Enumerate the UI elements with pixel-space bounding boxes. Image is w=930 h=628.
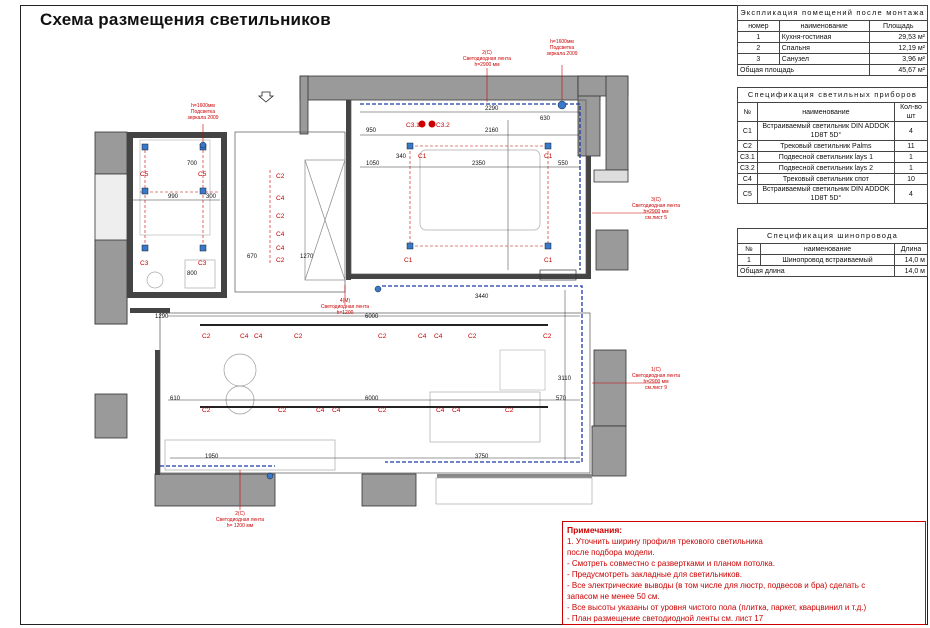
svg-text:C2: C2 xyxy=(276,213,285,220)
svg-text:800: 800 xyxy=(187,271,198,277)
rooms-table-header: Экспликация помещений после монтажа xyxy=(738,6,928,21)
cell: 1 xyxy=(895,152,928,163)
col-header: Кол-во шт xyxy=(895,103,928,122)
rooms-table xyxy=(737,5,928,76)
svg-text:C3.1: C3.1 xyxy=(406,122,420,129)
note-line: 1. Уточнить ширину профиля трекового светильника xyxy=(567,537,763,546)
cell: Спальня xyxy=(779,43,869,54)
led-label-living xyxy=(632,367,680,391)
cell: Трековый светильник спот xyxy=(757,174,894,185)
svg-text:C4: C4 xyxy=(436,407,445,414)
led-label-bedroom xyxy=(632,197,680,221)
svg-text:C2: C2 xyxy=(505,407,514,414)
svg-text:зеркала 2009: зеркала 2009 xyxy=(187,115,219,121)
svg-text:C3: C3 xyxy=(198,260,207,267)
table-row xyxy=(738,174,928,185)
cell: 12,19 м² xyxy=(869,43,927,54)
note-line: - Смотреть совместно с развертками и планом потолка. xyxy=(567,559,775,568)
svg-text:6000: 6000 xyxy=(365,314,379,320)
cell: 4 xyxy=(895,122,928,141)
note-line: - План размещение светодиодной ленты см. лист 17 xyxy=(567,614,764,623)
svg-text:1270: 1270 xyxy=(300,254,314,260)
svg-text:C5: C5 xyxy=(198,171,207,178)
svg-text:h= 1200 мм: h= 1200 мм xyxy=(226,523,254,529)
mirror-label-right xyxy=(546,39,577,57)
cell: С4 xyxy=(738,174,758,185)
svg-text:C2: C2 xyxy=(202,333,211,340)
svg-text:700: 700 xyxy=(187,161,198,167)
svg-text:4(М): 4(М) xyxy=(339,298,351,304)
svg-text:C4: C4 xyxy=(452,407,461,414)
svg-text:C1: C1 xyxy=(544,153,553,160)
led-label-top xyxy=(463,50,511,68)
col-header: Длина xyxy=(895,244,928,255)
table-row xyxy=(738,255,928,266)
cell: Встраиваемый светильник DIN ADDOK 1D8T 5D° xyxy=(757,122,894,141)
cell: Санузел xyxy=(779,54,869,65)
cell: 10 xyxy=(895,174,928,185)
svg-text:зеркала 2009: зеркала 2009 xyxy=(546,51,578,57)
cell: 4 xyxy=(895,185,928,204)
svg-text:2350: 2350 xyxy=(472,161,486,167)
table-total-row xyxy=(738,65,928,76)
total-label: Общая площадь xyxy=(738,65,870,76)
cell: 29,53 м² xyxy=(869,32,927,43)
svg-text:C2: C2 xyxy=(278,407,287,414)
notes-box xyxy=(562,521,926,625)
svg-text:C3.2: C3.2 xyxy=(436,122,450,129)
svg-text:340: 340 xyxy=(396,154,407,160)
table-row xyxy=(738,152,928,163)
col-header: наименование xyxy=(761,244,895,255)
svg-text:6000: 6000 xyxy=(365,396,379,402)
cell: С2 xyxy=(738,141,758,152)
svg-text:1290: 1290 xyxy=(155,314,169,320)
svg-text:2160: 2160 xyxy=(485,128,499,134)
svg-text:C2: C2 xyxy=(543,333,552,340)
col-header: № xyxy=(738,244,761,255)
svg-text:C1: C1 xyxy=(418,153,427,160)
page-title: Схема размещения светильников xyxy=(40,10,331,29)
col-header: наименование xyxy=(757,103,894,122)
svg-text:Подсветка: Подсветка xyxy=(190,109,216,115)
svg-text:3440: 3440 xyxy=(475,294,489,300)
cell: С1 xyxy=(738,122,758,141)
exterior-walls xyxy=(95,76,628,506)
cell: Шинопровод встраиваемый xyxy=(761,255,895,266)
mirror-label-left xyxy=(187,103,218,121)
notes-title: Примечания: xyxy=(567,525,623,535)
svg-text:C2: C2 xyxy=(276,257,285,264)
svg-text:C5: C5 xyxy=(140,171,149,178)
svg-text:C2: C2 xyxy=(294,333,303,340)
svg-text:670: 670 xyxy=(247,254,258,260)
svg-text:C4: C4 xyxy=(254,333,263,340)
svg-text:2(С): 2(С) xyxy=(482,50,492,56)
svg-text:Светодиодная лента: Светодиодная лента xyxy=(631,203,681,209)
cell: С3.2 xyxy=(738,163,758,174)
cell: 3 xyxy=(738,54,780,65)
svg-text:Подсветка: Подсветка xyxy=(549,45,575,51)
total-label: Общая длина xyxy=(738,266,895,277)
note-line: - Предусмотреть закладные для светильников. xyxy=(567,570,742,579)
svg-text:550: 550 xyxy=(558,161,569,167)
svg-text:Светодиодная лента: Светодиодная лента xyxy=(462,56,512,62)
svg-text:h=1200: h=1200 xyxy=(336,310,354,316)
table-row xyxy=(738,122,928,141)
svg-text:h=1600мм: h=1600мм xyxy=(191,103,215,109)
table-row xyxy=(738,141,928,152)
svg-text:C4: C4 xyxy=(434,333,443,340)
svg-text:C2: C2 xyxy=(276,173,285,180)
svg-text:3110: 3110 xyxy=(558,376,571,382)
svg-text:1(С): 1(С) xyxy=(651,367,661,373)
svg-text:C4: C4 xyxy=(276,245,285,252)
svg-text:2(С): 2(С) xyxy=(235,511,245,517)
svg-text:C2: C2 xyxy=(378,333,387,340)
cell: Трековый светильник Palms xyxy=(757,141,894,152)
svg-text:h=1600мм: h=1600мм xyxy=(550,39,574,45)
svg-text:h=2900 мм: h=2900 мм xyxy=(643,209,669,215)
col-header: номер xyxy=(738,21,780,32)
lights-table-header: Спецификация светильных приборов xyxy=(738,88,928,103)
svg-text:C2: C2 xyxy=(378,407,387,414)
svg-text:C4: C4 xyxy=(418,333,427,340)
lights-table xyxy=(737,87,928,204)
svg-text:630: 630 xyxy=(540,116,551,122)
cell: Подвесной светильник lays 2 xyxy=(757,163,894,174)
svg-text:C3: C3 xyxy=(140,260,149,267)
svg-text:h=2900 мм: h=2900 мм xyxy=(474,62,500,68)
cell: С5 xyxy=(738,185,758,204)
cell: 1 xyxy=(738,32,780,43)
cell: 3,96 м² xyxy=(869,54,927,65)
svg-text:C4: C4 xyxy=(240,333,249,340)
svg-text:C4: C4 xyxy=(276,195,285,202)
svg-text:Светодиодная лента: Светодиодная лента xyxy=(320,304,370,310)
svg-text:h=2900 мм: h=2900 мм xyxy=(643,379,669,385)
svg-text:C4: C4 xyxy=(332,407,341,414)
svg-text:Светодиодная лента: Светодиодная лента xyxy=(215,517,265,523)
cell: 11 xyxy=(895,141,928,152)
table-row xyxy=(738,43,928,54)
note-line: запасом не менее 50 см. xyxy=(567,592,660,601)
track-table-header: Спецификация шинопровода xyxy=(738,229,928,244)
note-line: после подбора модели. xyxy=(567,548,655,557)
note-line: - Все высоты указаны от уровня чистого пола (плитка, паркет, кварцвинил и т.д.) xyxy=(567,603,867,612)
svg-text:300: 300 xyxy=(206,194,217,200)
svg-text:610: 610 xyxy=(170,396,181,402)
cell: 14,0 м xyxy=(895,255,928,266)
svg-text:C1: C1 xyxy=(404,257,413,264)
svg-text:C2: C2 xyxy=(202,407,211,414)
svg-text:C2: C2 xyxy=(468,333,477,340)
svg-text:990: 990 xyxy=(168,194,179,200)
table-total-row xyxy=(738,266,928,277)
svg-text:см.лист 9: см.лист 9 xyxy=(645,385,667,391)
svg-text:C4: C4 xyxy=(276,231,285,238)
total-value: 14,0 м xyxy=(895,266,928,277)
track-table xyxy=(737,228,928,277)
fixture-markers xyxy=(142,101,566,479)
svg-text:Светодиодная лента: Светодиодная лента xyxy=(631,373,681,379)
svg-text:2290: 2290 xyxy=(485,106,499,112)
led-label-kitchen xyxy=(216,511,264,529)
svg-text:3750: 3750 xyxy=(475,454,489,460)
cell: Кухня-гостиная xyxy=(779,32,869,43)
table-row xyxy=(738,185,928,204)
svg-text:3(С): 3(С) xyxy=(651,197,661,203)
col-header: № xyxy=(738,103,758,122)
cell: 1 xyxy=(738,255,761,266)
interior-walls xyxy=(127,100,592,478)
svg-text:C1: C1 xyxy=(544,257,553,264)
svg-text:см.лист 5: см.лист 5 xyxy=(645,215,667,221)
cell: С3.1 xyxy=(738,152,758,163)
arrow-down-icon xyxy=(259,92,273,102)
cell: 1 xyxy=(895,163,928,174)
table-row xyxy=(738,32,928,43)
svg-text:1050: 1050 xyxy=(366,161,380,167)
track-lines xyxy=(200,325,548,407)
cell: Подвесной светильник lays 1 xyxy=(757,152,894,163)
cell: Встраиваемый светильник DIN ADDOK 1D8T 5D° xyxy=(757,185,894,204)
total-value: 45,67 м² xyxy=(869,65,927,76)
col-header: наименование xyxy=(779,21,869,32)
table-row xyxy=(738,54,928,65)
svg-text:C4: C4 xyxy=(316,407,325,414)
table-row xyxy=(738,163,928,174)
svg-text:570: 570 xyxy=(556,396,567,402)
svg-text:1950: 1950 xyxy=(205,454,219,460)
cell: 2 xyxy=(738,43,780,54)
col-header: Площадь xyxy=(869,21,927,32)
svg-text:950: 950 xyxy=(366,128,377,134)
note-line: - Все электрические выводы (в том числе для люстр, подвесов и бра) сделать с xyxy=(567,581,866,590)
